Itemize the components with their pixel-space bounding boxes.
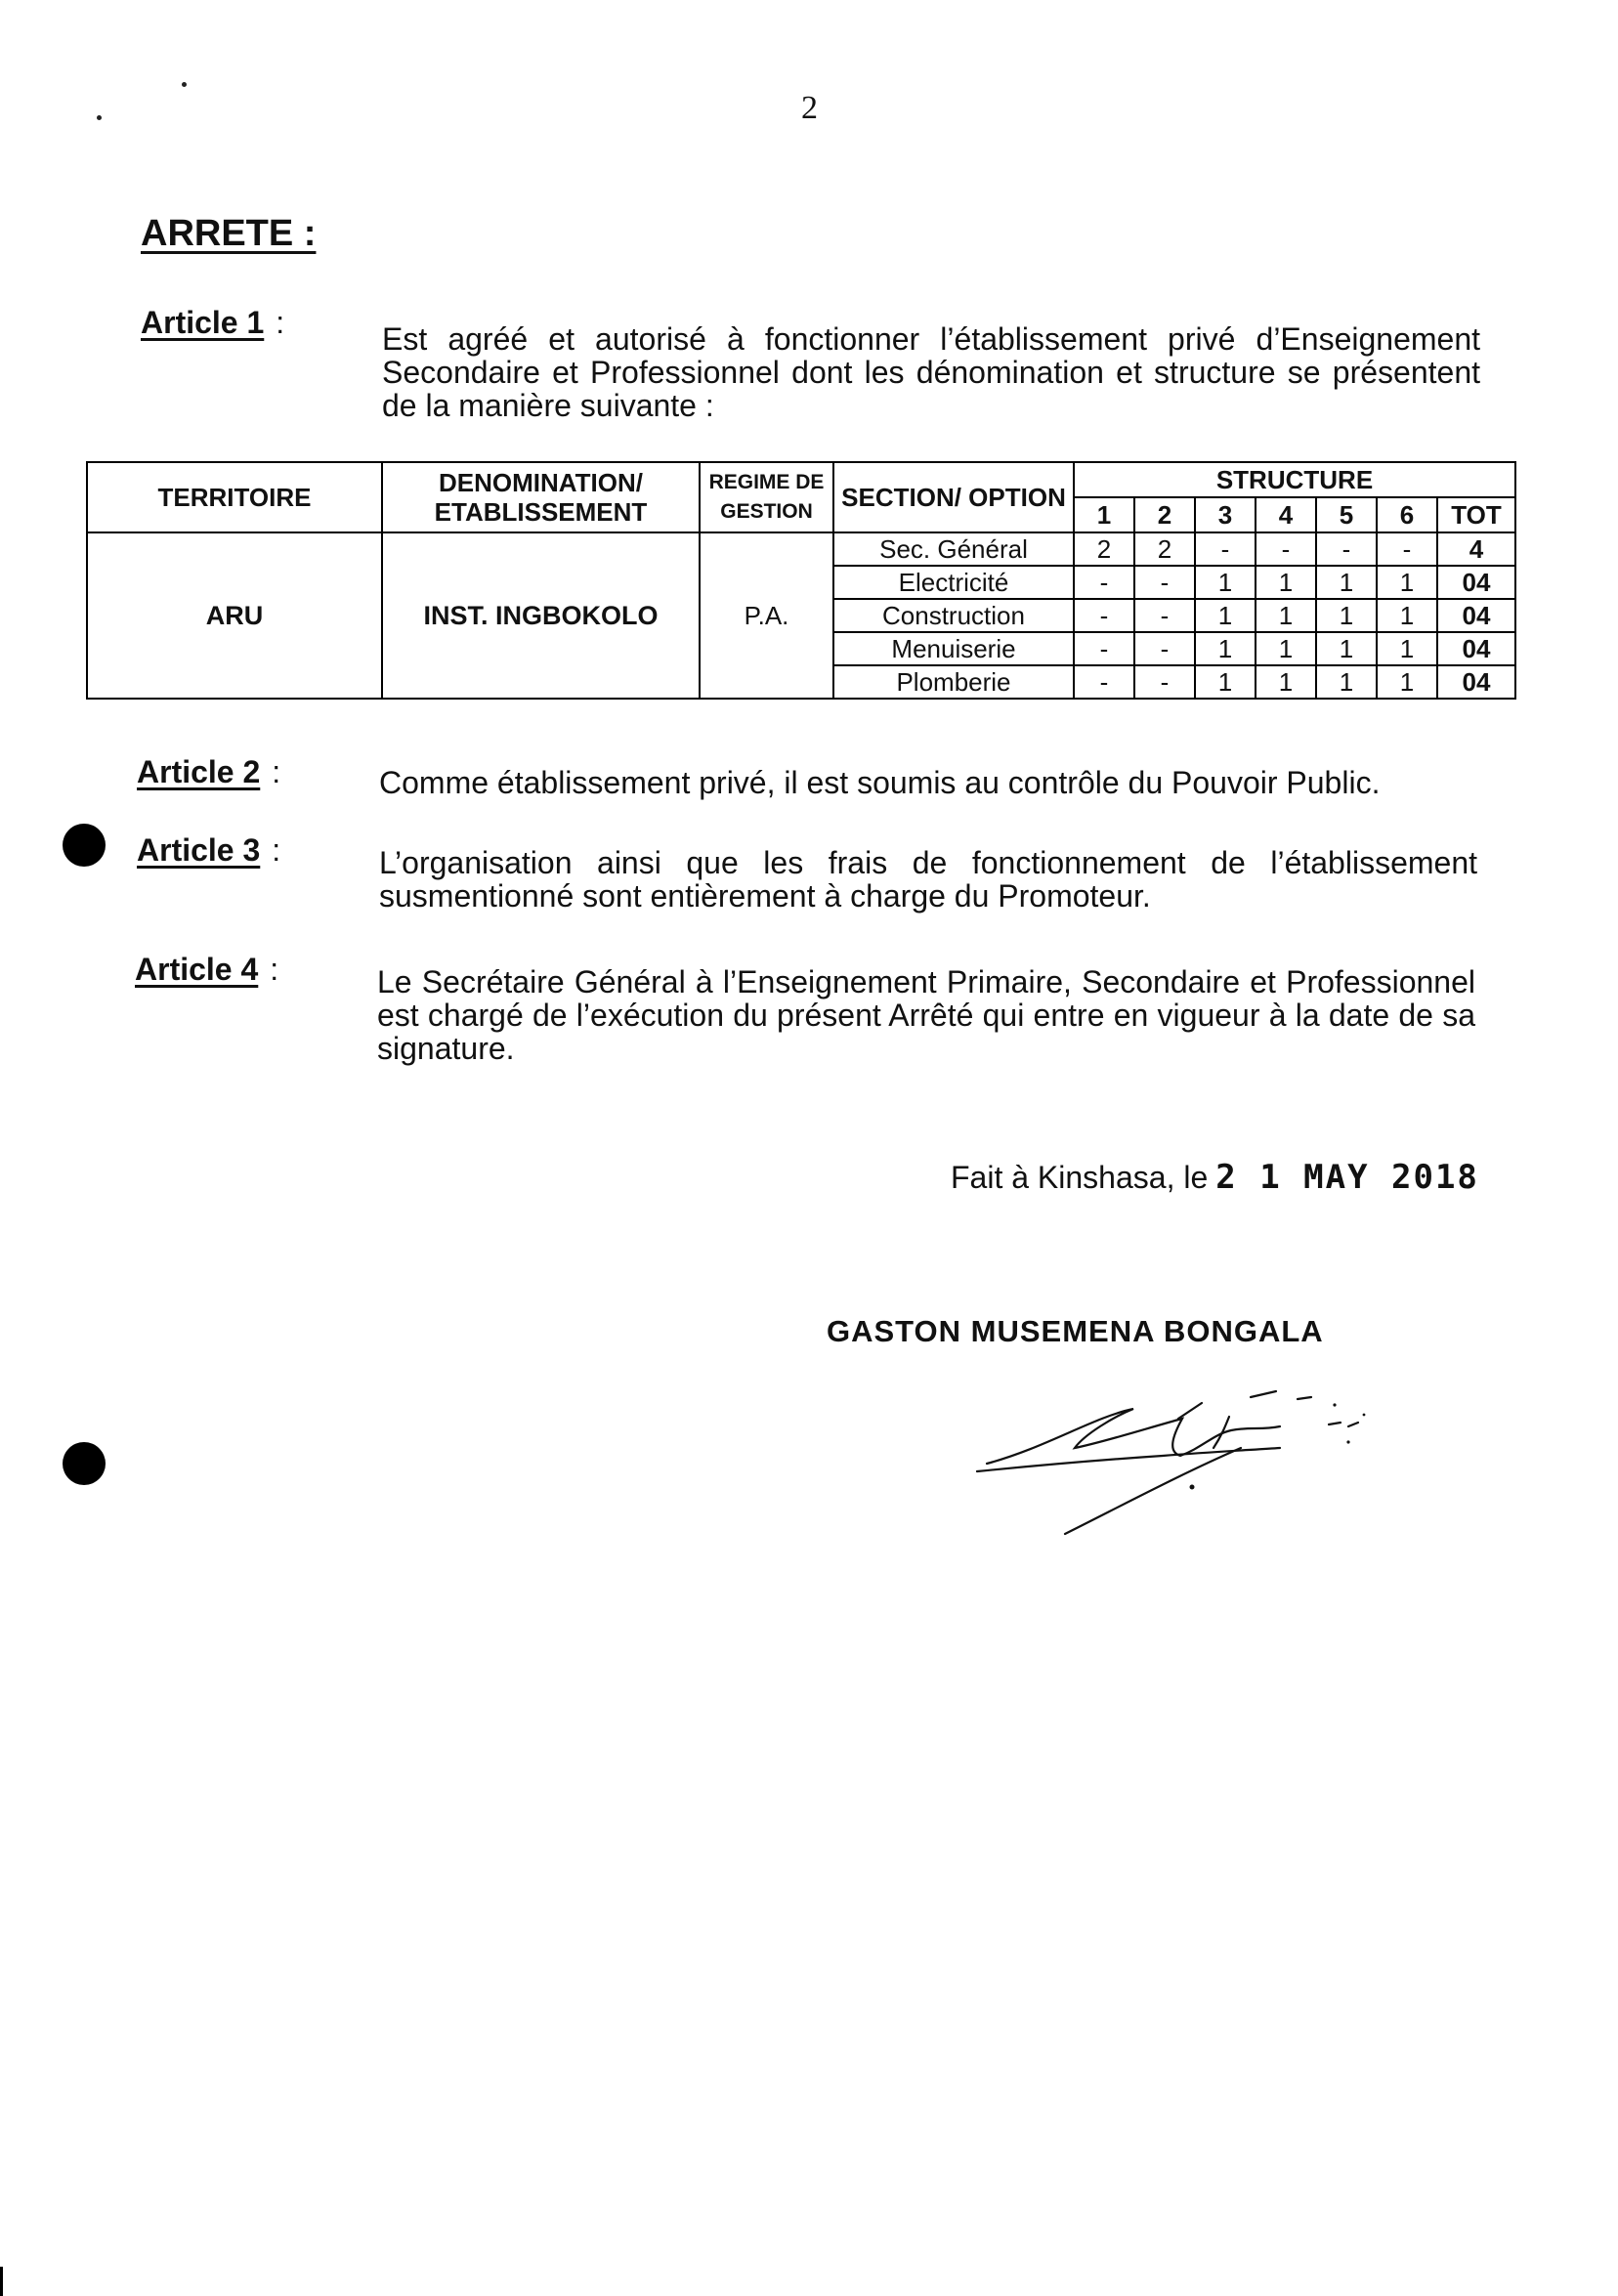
article-4-label: Article 4 : <box>135 952 279 987</box>
total-cell: 04 <box>1437 566 1515 599</box>
regime-cell: P.A. <box>700 532 833 699</box>
punch-hole <box>63 1442 106 1485</box>
class-cell: 1 <box>1256 599 1316 632</box>
article-label-text: Article 4 <box>135 952 259 987</box>
class-cell: - <box>1074 566 1134 599</box>
punch-hole <box>63 824 106 867</box>
class-header: 5 <box>1316 497 1377 532</box>
article-label-text: Article 1 <box>141 305 265 340</box>
scan-edge-mark <box>0 2267 3 2296</box>
col-header-territoire: TERRITOIRE <box>87 462 382 532</box>
class-cell: 1 <box>1195 632 1256 665</box>
class-cell: 1 <box>1377 632 1437 665</box>
place-date-prefix: Fait à Kinshasa, le <box>951 1160 1209 1195</box>
signature-date-stamp: 2 1 MAY 2018 <box>1215 1158 1479 1197</box>
class-cell: 1 <box>1195 665 1256 699</box>
class-cell: - <box>1134 599 1195 632</box>
article-4-text: Le Secrétaire Général à l’Enseignement Primaire, Secondaire et Professionnel est chargé de l’exécution du présent Arrêté qui entre en vigueur à la date de sa signature. <box>377 964 1475 1066</box>
class-cell: - <box>1195 532 1256 566</box>
class-cell: 1 <box>1377 599 1437 632</box>
etablissement-cell: INST. INGBOKOLO <box>382 532 700 699</box>
signatory-name: GASTON MUSEMENA BONGALA <box>827 1314 1324 1348</box>
class-cell: - <box>1134 566 1195 599</box>
total-cell: 04 <box>1437 599 1515 632</box>
class-cell: - <box>1074 599 1134 632</box>
article-2-label: Article 2 : <box>137 754 281 789</box>
class-cell: 2 <box>1134 532 1195 566</box>
option-cell: Plomberie <box>833 665 1074 699</box>
class-cell: 1 <box>1316 599 1377 632</box>
class-cell: 1 <box>1316 632 1377 665</box>
total-header: TOT <box>1437 497 1515 532</box>
total-cell: 04 <box>1437 665 1515 699</box>
decree-heading: ARRETE : <box>141 213 317 254</box>
class-cell: - <box>1316 532 1377 566</box>
scan-speck <box>182 82 187 87</box>
class-header: 3 <box>1195 497 1256 532</box>
class-cell: 1 <box>1377 665 1437 699</box>
class-cell: 1 <box>1195 599 1256 632</box>
class-cell: - <box>1134 632 1195 665</box>
handwritten-signature <box>958 1358 1407 1553</box>
class-cell: 2 <box>1074 532 1134 566</box>
scan-speck <box>97 115 102 120</box>
total-cell: 4 <box>1437 532 1515 566</box>
col-header-structure: STRUCTURE <box>1074 462 1515 497</box>
col-header-denomination: DENOMINATION/ ETABLISSEMENT <box>382 462 700 532</box>
article-1-text: Est agréé et autorisé à fonctionner l’établissement privé d’Enseignement Secondaire et Professionnel dont les dénomination et structure se présentent de la manière suivante : <box>382 321 1480 423</box>
class-cell: - <box>1074 632 1134 665</box>
territoire-cell: ARU <box>87 532 382 699</box>
class-cell: - <box>1377 532 1437 566</box>
class-cell: 1 <box>1316 665 1377 699</box>
class-header: 2 <box>1134 497 1195 532</box>
total-cell: 04 <box>1437 632 1515 665</box>
table-row <box>87 532 1515 566</box>
article-2-text: Comme établissement privé, il est soumis au contrôle du Pouvoir Public. <box>379 765 1381 800</box>
class-header: 4 <box>1256 497 1316 532</box>
article-label-text: Article 3 <box>137 832 261 868</box>
option-cell: Menuiserie <box>833 632 1074 665</box>
page-number: 2 <box>801 90 818 126</box>
class-cell: 1 <box>1256 566 1316 599</box>
class-header: 1 <box>1074 497 1134 532</box>
article-1-label: Article 1 : <box>141 305 285 340</box>
class-cell: - <box>1074 665 1134 699</box>
class-cell: 1 <box>1316 566 1377 599</box>
class-cell: - <box>1134 665 1195 699</box>
article-label-text: Article 2 <box>137 754 261 789</box>
article-3-label: Article 3 : <box>137 832 281 868</box>
article-3-text: L’organisation ainsi que les frais de fonctionnement de l’établissement susmentionné sont entièrement à charge du Promoteur. <box>379 845 1477 914</box>
option-cell: Electricité <box>833 566 1074 599</box>
class-cell: 1 <box>1256 665 1316 699</box>
class-cell: 1 <box>1195 566 1256 599</box>
class-header: 6 <box>1377 497 1437 532</box>
col-header-regime: REGIME DE GESTION <box>700 462 833 532</box>
place-date <box>951 1158 1479 1197</box>
option-cell: Sec. Général <box>833 532 1074 566</box>
class-cell: 1 <box>1256 632 1316 665</box>
class-cell: 1 <box>1377 566 1437 599</box>
structure-table <box>86 461 1516 700</box>
option-cell: Construction <box>833 599 1074 632</box>
class-cell: - <box>1256 532 1316 566</box>
col-header-section: SECTION/ OPTION <box>833 462 1074 532</box>
